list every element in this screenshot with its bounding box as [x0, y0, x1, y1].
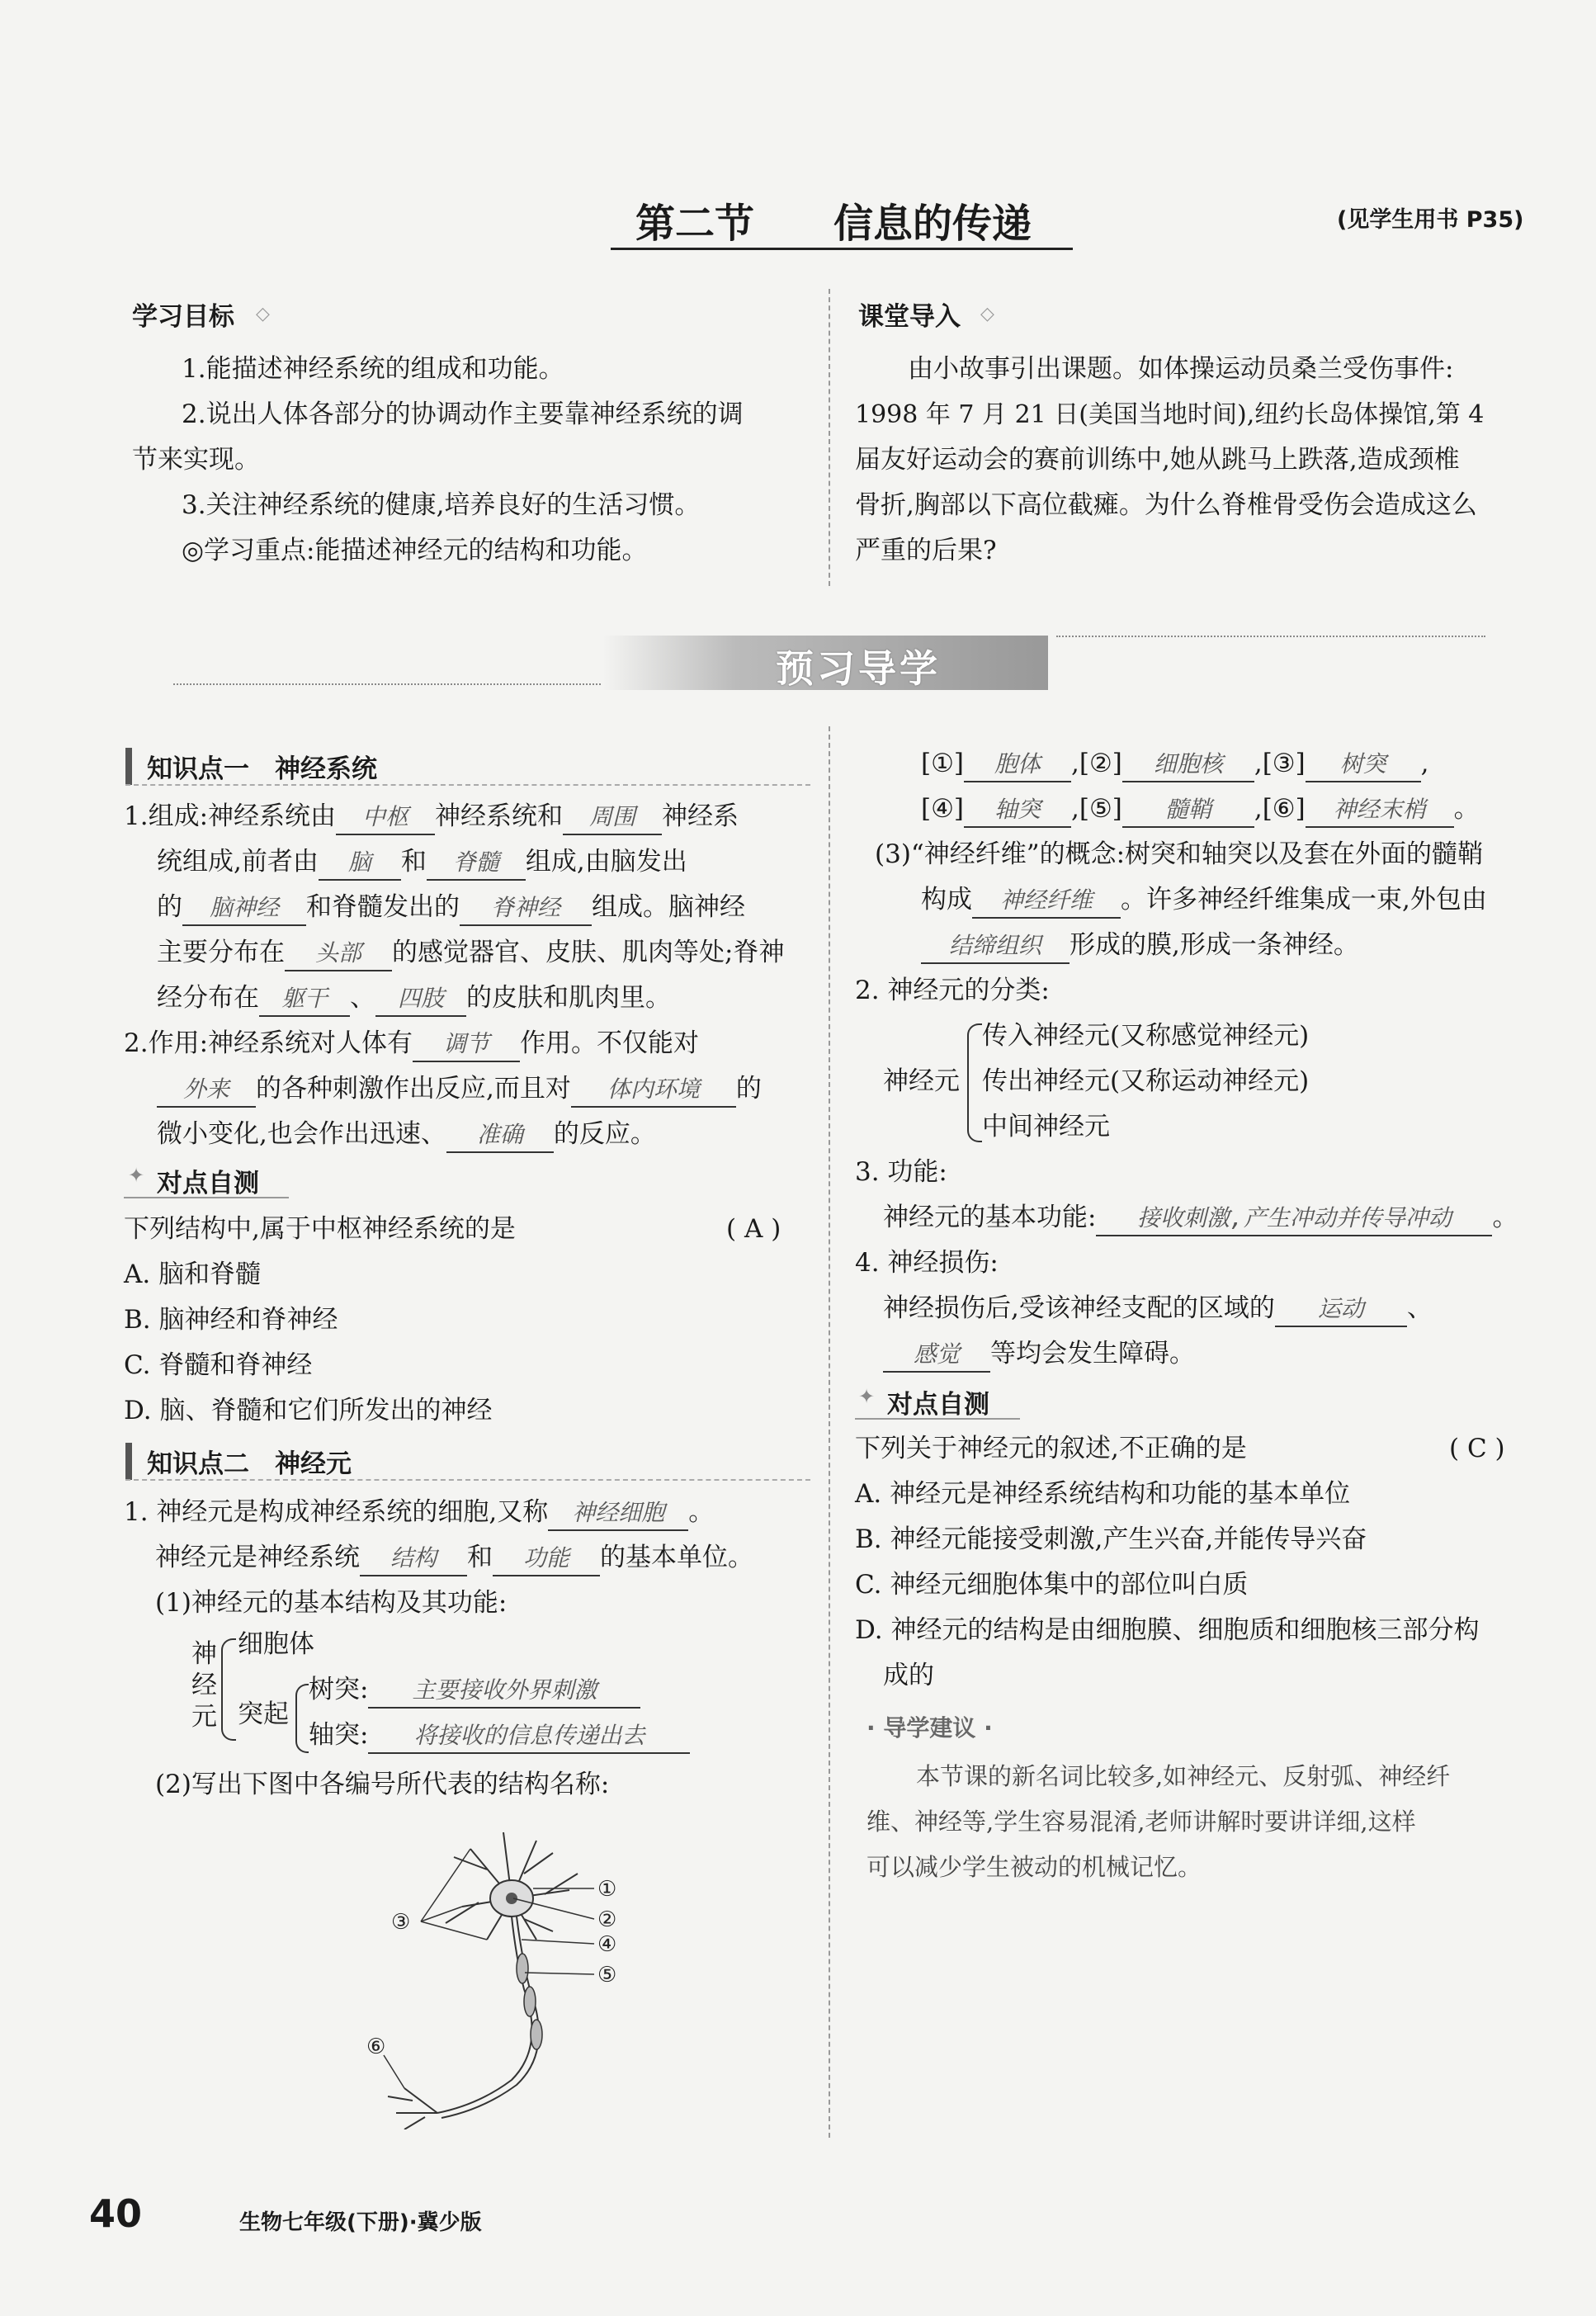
test2-option[interactable]: B. 神经元能接受刺激,产生兴奋,并能传导兴奋 [855, 1524, 1367, 1554]
objective-item: 2.说出人体各部分的协调动作主要靠神经系统的调 [182, 399, 744, 429]
intro-heading: 课堂导入 [858, 302, 961, 332]
fiber-line-2: 构成 神经纤维 。许多神经纤维集成一束,外包由 [921, 877, 1487, 923]
advice-heading: · 导学建议 · [866, 1714, 993, 1742]
answer-blank[interactable]: 中枢 [336, 801, 435, 835]
test2-option[interactable]: D. 神经元的结构是由细胞膜、细胞质和细胞核三部分构 [855, 1615, 1480, 1645]
test1-option[interactable]: A. 脑和脊髓 [124, 1260, 262, 1289]
test2-option-cont: 成的 [883, 1661, 934, 1690]
answer-blank[interactable]: 树突 [1306, 748, 1421, 782]
answer-blank[interactable]: 感觉 [883, 1338, 990, 1373]
answer-blank[interactable]: 调节 [413, 1028, 520, 1062]
answer-blank[interactable]: 主要接收外界刺激 [368, 1674, 640, 1709]
answer-blank[interactable]: 胞体 [964, 748, 1071, 782]
advice-line: 本节课的新名词比较多,如神经元、反射弧、神经纤 [916, 1762, 1451, 1790]
struct-names-row-1: [①] 胞体 ,[②] 细胞核 ,[③] 树突 , [921, 741, 1429, 787]
sparkle-icon: ✦ [128, 1164, 145, 1187]
test2-answer: ( C ) [1449, 1434, 1505, 1463]
test2-heading: 对点自测 [887, 1390, 989, 1420]
answer-blank[interactable]: 髓鞘 [1122, 793, 1254, 828]
answer-blank[interactable]: 功能 [493, 1542, 600, 1576]
intro-line: 由小故事引出课题。如体操运动员桑兰受伤事件: [908, 354, 1454, 384]
advice-line: 维、神经等,学生容易混淆,老师讲解时要讲详细,这样 [866, 1808, 1416, 1836]
kp1-line-3: 的 脑神经 和脊髓发出的 脊神经 组成。脑神经 [157, 885, 745, 930]
book-reference: (见学生用书 P35) [1337, 207, 1524, 233]
test1-option[interactable]: B. 脑神经和脊神经 [124, 1305, 338, 1335]
answer-blank[interactable]: 体内环境 [571, 1073, 736, 1108]
test1-option[interactable]: D. 脑、脊髓和它们所发出的神经 [124, 1396, 493, 1425]
classification-root: 神经元 [883, 1066, 960, 1096]
kp1-line-1: 1.组成:神经系统由 中枢 神经系统和 周围 神经系 [124, 794, 739, 839]
kp2-line-1: 1. 神经元是构成神经系统的细胞,又称 神经细胞 。 [124, 1490, 714, 1535]
answer-blank[interactable]: 轴突 [964, 793, 1071, 828]
tree-root: 神经元 [191, 1639, 217, 1732]
kp1-heading-rule [125, 784, 810, 786]
test1-rule [124, 1197, 289, 1198]
answer-blank[interactable]: 脑 [319, 846, 401, 881]
classification-bracket [967, 1023, 982, 1142]
test1-answer: ( A ) [726, 1214, 781, 1244]
kp1-line-5: 经分布在 躯干 、 四肢 的皮肤和肌肉里。 [157, 976, 671, 1021]
answer-blank[interactable]: 周围 [563, 801, 662, 835]
test1-question: 下列结构中,属于中枢神经系统的是 [124, 1214, 516, 1244]
answer-blank[interactable]: 运动 [1275, 1293, 1407, 1327]
test2-option[interactable]: A. 神经元是神经系统结构和功能的基本单位 [855, 1479, 1351, 1509]
diagram-label-4: ④ [597, 1932, 617, 1957]
advice-line: 可以减少学生被动的机械记忆。 [866, 1853, 1202, 1881]
classification-heading: 2. 神经元的分类: [855, 976, 1050, 1005]
classification-item: 中间神经元 [982, 1112, 1110, 1141]
struct-names-row-2: [④] 轴突 ,[⑤] 髓鞘 ,[⑥] 神经末梢 。 [921, 787, 1480, 832]
intro-line: 届友好运动会的赛前训练中,她从跳马上跌落,造成颈椎 [855, 445, 1460, 475]
sparkle-icon: ✦ [858, 1385, 876, 1408]
answer-blank[interactable]: 头部 [285, 937, 392, 971]
tree-cell-body: 细胞体 [238, 1629, 314, 1659]
axon-row: 轴突: 将接收的信息传递出去 [309, 1713, 690, 1758]
diamond-icon: ◇ [980, 304, 994, 324]
kp2-heading-rule [125, 1479, 810, 1481]
answer-blank[interactable]: 神经纤维 [972, 884, 1121, 919]
tree-process: 突起 [238, 1699, 289, 1729]
title-underline [611, 248, 1073, 250]
kp2-line-3: (1)神经元的基本结构及其功能: [155, 1588, 508, 1618]
objectives-heading: 学习目标 [132, 302, 234, 332]
kp2-line-4: (2)写出下图中各编号所代表的结构名称: [155, 1770, 610, 1799]
banner-line-right [1056, 636, 1485, 637]
fiber-line-1: (3)“神经纤维”的概念:树突和轴突以及套在外面的髓鞘 [875, 839, 1484, 869]
damage-line-1: 神经损伤后,受该神经支配的区域的 运动 、 [883, 1286, 1433, 1331]
test1-heading: 对点自测 [157, 1169, 259, 1198]
neuron-diagram [347, 1816, 644, 2129]
intro-line: 严重的后果? [855, 536, 997, 565]
answer-blank[interactable]: 细胞核 [1122, 748, 1254, 782]
kp1-line-8: 微小变化,也会作出迅速、 准确 的反应。 [157, 1112, 656, 1157]
top-column-divider [829, 289, 830, 586]
process-bracket [295, 1684, 309, 1753]
damage-heading: 4. 神经损伤: [855, 1248, 999, 1278]
kp2-heading: 知识点二 神经元 [125, 1443, 352, 1480]
section-number: 第二节 [635, 201, 755, 247]
test2-option[interactable]: C. 神经元细胞体集中的部位叫白质 [855, 1570, 1249, 1600]
diagram-label-3: ③ [391, 1910, 411, 1935]
diagram-label-6: ⑥ [366, 2035, 386, 2059]
function-heading: 3. 功能: [855, 1157, 947, 1187]
banner-title: 预习导学 [776, 646, 941, 691]
answer-blank[interactable]: 脑神经 [182, 891, 306, 926]
intro-line: 1998 年 7 月 21 日(美国当地时间),纽约长岛体操馆,第 4 [855, 400, 1485, 429]
kp1-line-7: 外来 的各种刺激作出反应,而且对 体内环境 的 [157, 1066, 762, 1112]
test2-question: 下列关于神经元的叙述,不正确的是 [855, 1434, 1247, 1463]
kp1-heading: 知识点一 神经系统 [125, 748, 377, 785]
kp2-line-2: 神经元是神经系统 结构 和 功能 的基本单位。 [155, 1535, 753, 1581]
test1-option[interactable]: C. 脊髓和脊神经 [124, 1350, 313, 1380]
kp1-line-2: 统组成,前者由 脑 和 脊髓 组成,由脑发出 [157, 839, 687, 885]
answer-blank[interactable]: 神经细胞 [548, 1496, 688, 1531]
damage-line-2: 感觉 等均会发生障碍。 [883, 1331, 1195, 1377]
tree-bracket [221, 1638, 236, 1741]
page-number: 40 [89, 2191, 143, 2236]
test2-rule [855, 1418, 1020, 1420]
footer-book-title: 生物七年级(下册)·冀少版 [239, 2210, 482, 2235]
answer-blank[interactable]: 结缔组织 [921, 929, 1070, 964]
answer-blank[interactable]: 脊神经 [460, 891, 592, 926]
answer-blank[interactable]: 躯干 [259, 982, 350, 1017]
answer-blank[interactable]: 脊髓 [427, 846, 526, 881]
objective-item: 节来实现。 [132, 445, 260, 475]
dendrite-row: 树突: 主要接收外界刺激 [309, 1667, 640, 1713]
kp1-line-6: 2.作用:神经系统对人体有 调节 作用。不仅能对 [124, 1021, 699, 1066]
banner-line-left [173, 683, 611, 685]
diagram-label-1: ① [597, 1877, 617, 1902]
main-column-divider [829, 726, 830, 2138]
diamond-icon: ◇ [256, 304, 270, 324]
objective-item: 1.能描述神经系统的组成和功能。 [182, 354, 564, 384]
answer-blank[interactable]: 准确 [446, 1118, 554, 1153]
learning-focus: ◎学习重点:能描述神经元的结构和功能。 [182, 536, 648, 565]
classification-item: 传出神经元(又称运动神经元) [982, 1066, 1310, 1096]
kp1-line-4: 主要分布在 头部 的感觉器官、皮肤、肌肉等处;脊神 [157, 930, 784, 976]
intro-line: 骨折,胸部以下高位截瘫。为什么脊椎骨受伤会造成这么 [855, 490, 1477, 520]
answer-blank[interactable]: 神经末梢 [1306, 793, 1454, 828]
answer-blank[interactable]: 接收刺激,产生冲动并传导冲动 [1096, 1202, 1492, 1236]
answer-blank[interactable]: 四肢 [375, 982, 466, 1017]
answer-blank[interactable]: 结构 [360, 1542, 467, 1576]
page-title: 信息的传递 [833, 201, 1032, 247]
objective-item: 3.关注神经系统的健康,培养良好的生活习惯。 [182, 490, 701, 520]
classification-item: 传入神经元(又称感觉神经元) [982, 1021, 1310, 1051]
diagram-label-5: ⑤ [597, 1963, 617, 1988]
fiber-line-3: 结缔组织 形成的膜,形成一条神经。 [921, 923, 1359, 968]
answer-blank[interactable]: 外来 [157, 1073, 256, 1108]
answer-blank[interactable]: 将接收的信息传递出去 [368, 1719, 690, 1754]
function-line: 神经元的基本功能: 接收刺激,产生冲动并传导冲动 。 [883, 1195, 1518, 1241]
diagram-label-2: ② [597, 1907, 617, 1932]
